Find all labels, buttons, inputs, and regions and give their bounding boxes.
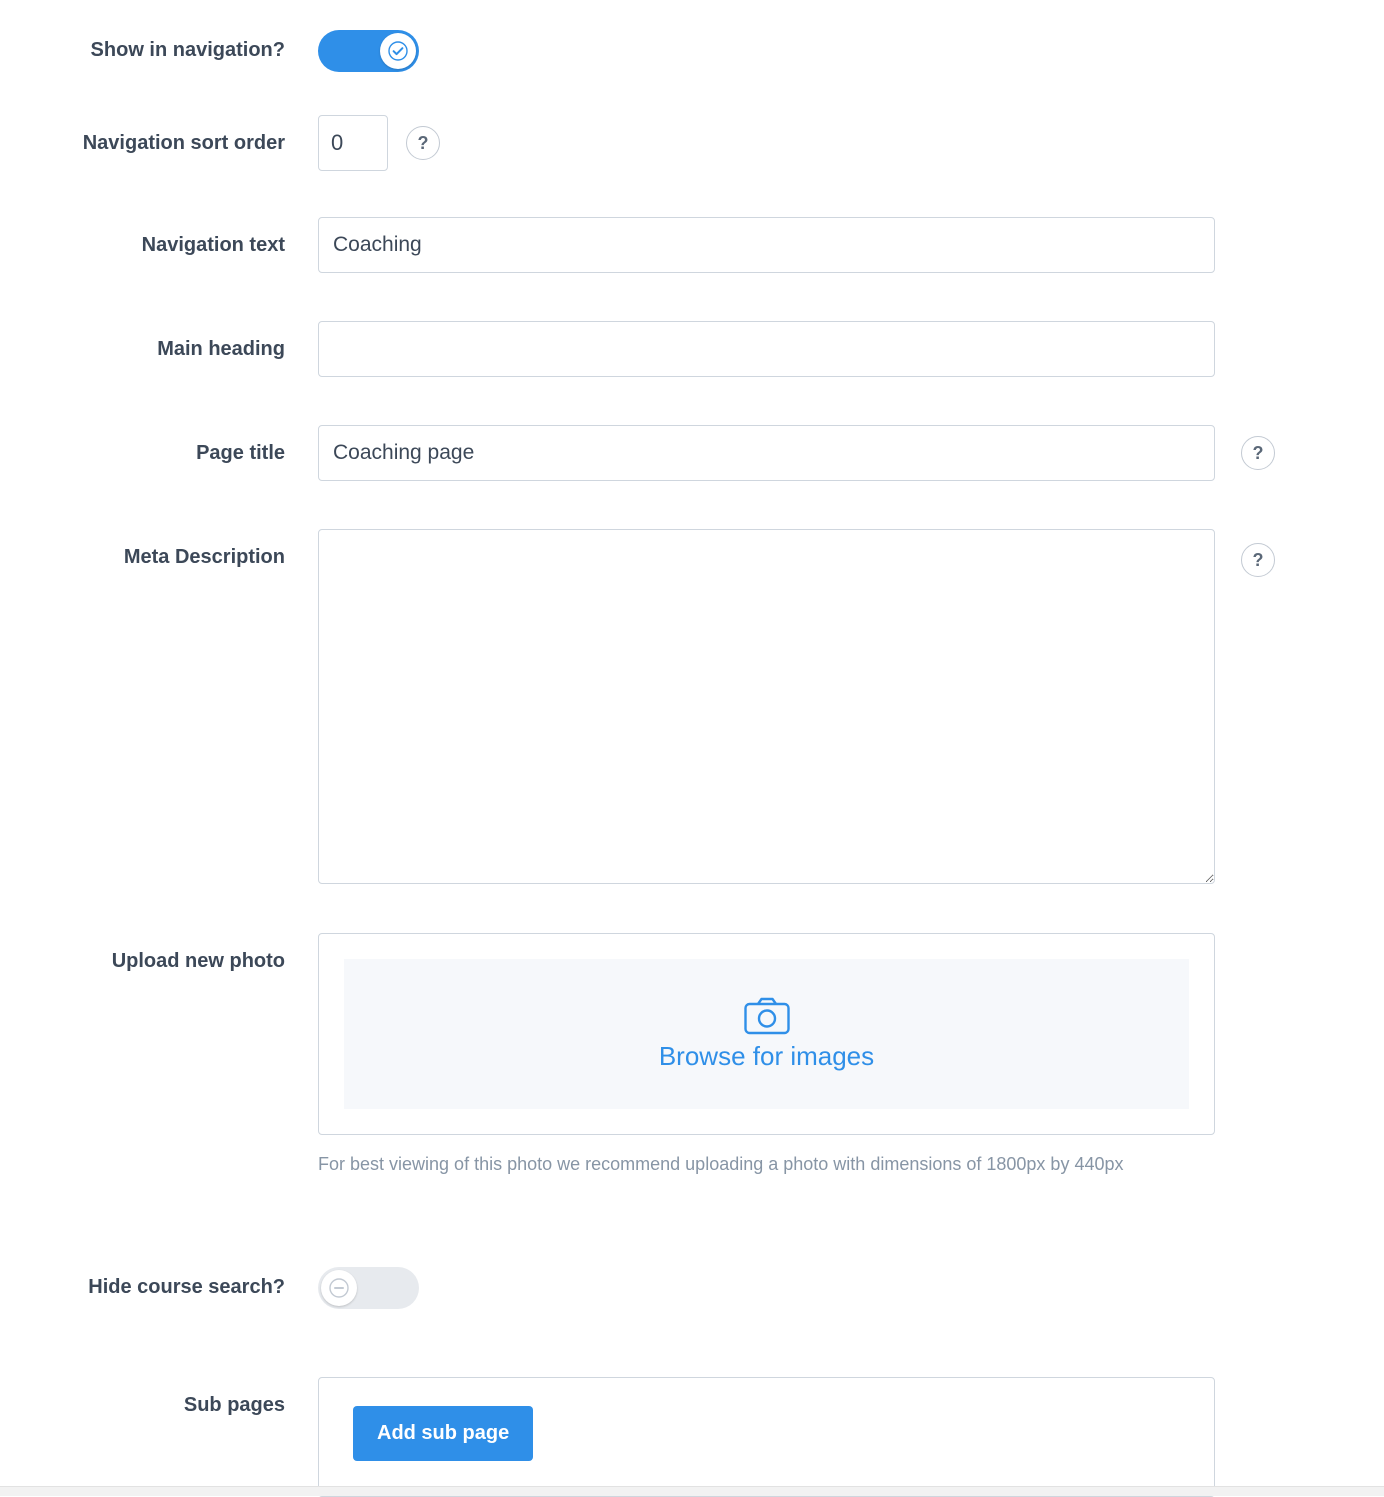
- sub-pages-label: Sub pages: [183, 1394, 285, 1417]
- main-heading-label: Main heading: [157, 338, 285, 360]
- navigation-sort-order-input[interactable]: [318, 115, 388, 171]
- row-main-heading: [0, 321, 1384, 377]
- row-show-in-navigation: [0, 30, 1384, 72]
- navigation-sort-order-label: Navigation sort order: [82, 132, 285, 154]
- row-page-title: [0, 425, 1384, 481]
- sub-pages-panel: [318, 1377, 1215, 1497]
- check-icon: [388, 41, 408, 61]
- page-title-label: Page title: [196, 442, 285, 464]
- row-hide-course-search: [0, 1267, 1384, 1309]
- hide-course-search-toggle[interactable]: [318, 1267, 419, 1309]
- meta-description-textarea[interactable]: [318, 529, 1215, 884]
- upload-dropzone[interactable]: [318, 933, 1215, 1135]
- browse-for-images-label: Browse for images: [658, 1040, 875, 1071]
- row-sub-pages: [0, 1377, 1384, 1497]
- hide-course-search-label: Hide course search?: [88, 1276, 285, 1299]
- upload-new-photo-label: Upload new photo: [111, 950, 285, 972]
- add-sub-page-button[interactable]: Add sub page: [353, 1406, 533, 1461]
- show-in-navigation-toggle[interactable]: [318, 30, 419, 72]
- page-settings-form: [0, 30, 1384, 1497]
- row-upload-new-photo: [0, 933, 1384, 1177]
- upload-hint-text: For best viewing of this photo we recommend uploading a photo with dimensions of 1800px by 440px: [318, 1154, 1124, 1174]
- page-title-help-icon[interactable]: ?: [1241, 436, 1275, 470]
- main-heading-input[interactable]: [318, 321, 1215, 377]
- camera-icon: [744, 997, 790, 1035]
- navigation-text-input[interactable]: [318, 217, 1215, 273]
- navigation-text-label: Navigation text: [141, 234, 285, 256]
- navigation-sort-order-help-icon[interactable]: ?: [406, 126, 440, 160]
- minus-icon: [329, 1278, 349, 1298]
- row-navigation-text: [0, 217, 1384, 273]
- row-meta-description: [0, 529, 1384, 884]
- meta-description-help-icon[interactable]: ?: [1241, 543, 1275, 577]
- page-title-input[interactable]: [318, 425, 1215, 481]
- toggle-knob: [380, 33, 416, 69]
- show-in-navigation-label: Show in navigation?: [90, 39, 285, 61]
- row-navigation-sort-order: [0, 115, 1384, 171]
- toggle-knob: [321, 1270, 357, 1306]
- meta-description-label: Meta Description: [123, 546, 285, 568]
- bottom-bar: [0, 1486, 1384, 1496]
- browse-for-images-area[interactable]: [344, 959, 1189, 1109]
